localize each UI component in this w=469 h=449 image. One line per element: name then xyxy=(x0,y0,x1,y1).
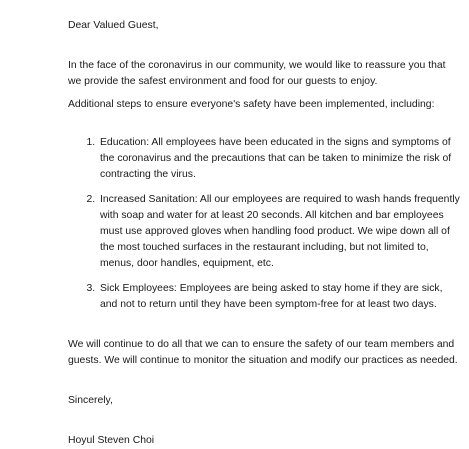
intro-paragraph: In the face of the coronavirus in our community, we would like to reassure you that we provide the safest environment and food for our guests to enjoy. xyxy=(68,60,446,87)
signature-name: Hoyul Steven Choi xyxy=(68,435,155,446)
sign-off: Sincerely, xyxy=(68,395,113,406)
closing-paragraph: We will continue to do all that we can to ensure the safety of our team members and guests. We will continue to monitor the situation and modify our practices as needed. xyxy=(68,339,458,366)
steps-intro-paragraph: Additional steps to ensure everyone's safety have been implemented, including: xyxy=(68,99,435,110)
list-item: 1. Education: All employees have been educated in the signs and symptoms of the coronavirus and the precautions that can be taken to minimize the risk of contracting the virus. xyxy=(98,135,460,183)
list-item: 2. Increased Sanitation: All our employees are required to wash hands frequently with soap and water for at least 20 seconds. All kitchen and bar employees must use approved gloves when handling food product. We wipe down all of the most touched surfaces in the restaurant including, but not limited to, menus, door handles, equipment, etc. xyxy=(98,192,460,272)
list-item: 3. Sick Employees: Employees are being asked to stay home if they are sick, and not to return until they have been symptom-free for at least two days. xyxy=(98,281,460,313)
safety-steps-list xyxy=(68,135,460,313)
letter-greeting: Dear Valued Guest, xyxy=(68,20,159,31)
letter-body xyxy=(68,18,460,449)
